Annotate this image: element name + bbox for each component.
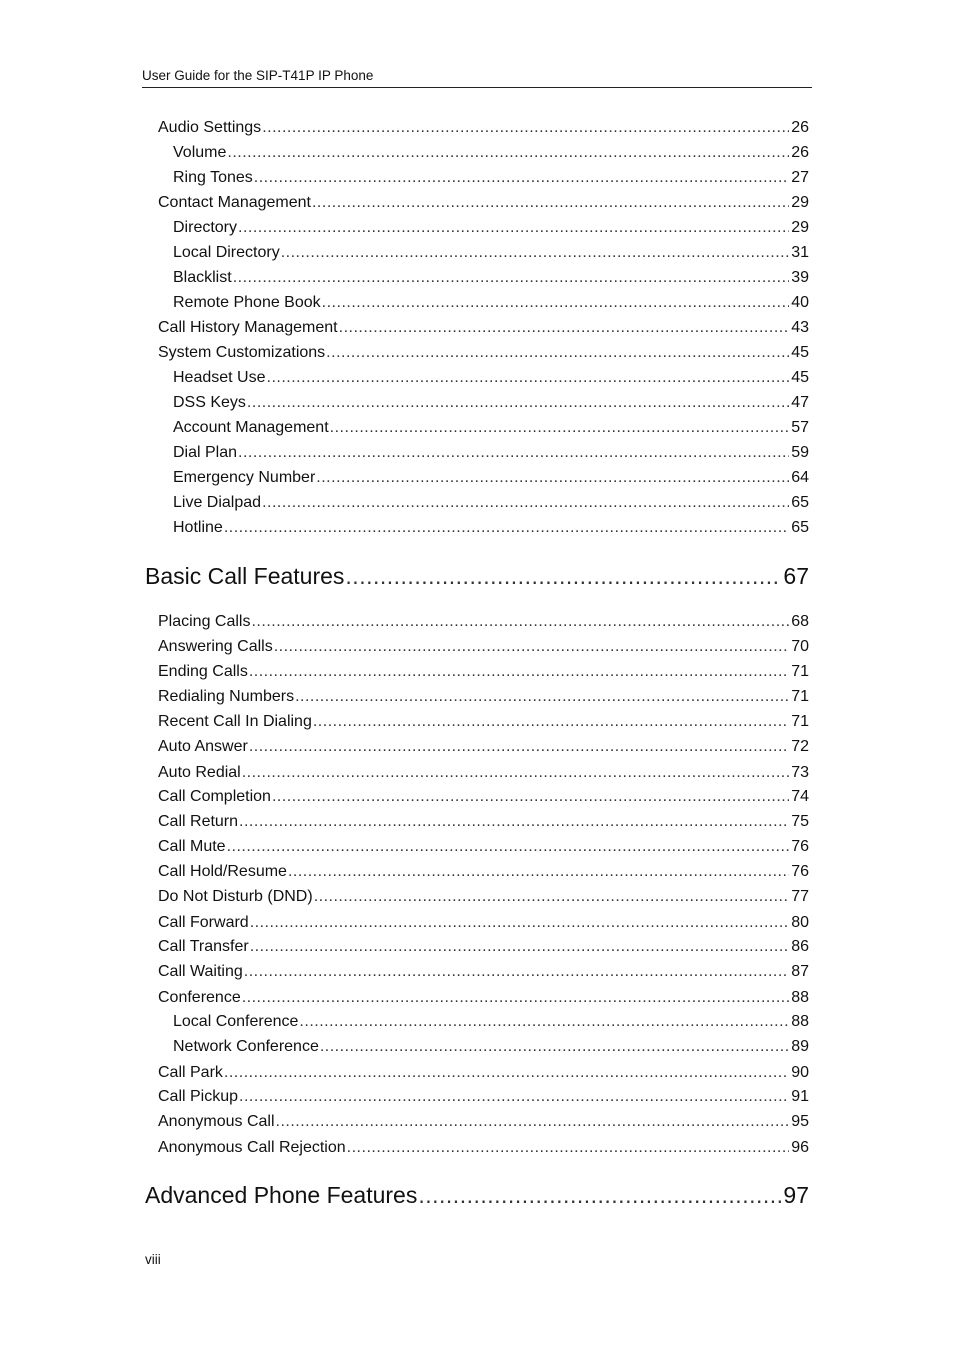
toc-entry-page: 39	[791, 269, 809, 286]
toc-entry-title: Blacklist	[173, 269, 232, 286]
toc-entry-title: Placing Calls	[158, 613, 251, 630]
toc-entry[interactable]	[173, 517, 809, 539]
toc-entry-page: 29	[791, 219, 809, 236]
toc-leader-dots	[299, 1011, 789, 1033]
toc-leader-dots	[272, 786, 789, 808]
toc-entry-title: Call History Management	[158, 319, 338, 336]
toc-entry[interactable]	[158, 762, 809, 784]
toc-leader-dots	[238, 217, 789, 239]
toc-entry-title: Headset Use	[173, 369, 266, 386]
toc-leader-dots	[238, 442, 789, 464]
toc-entry-page: 97	[783, 1182, 809, 1208]
toc-leader-dots	[330, 417, 790, 439]
toc-entry[interactable]	[158, 636, 809, 658]
toc-entry-title: Call Forward	[158, 914, 249, 931]
toc-entry[interactable]	[158, 961, 809, 983]
toc-entry[interactable]	[158, 1086, 809, 1108]
toc-entry-page: 73	[791, 764, 809, 781]
toc-entry-page: 31	[791, 244, 809, 261]
toc-leader-dots	[242, 987, 789, 1009]
toc-leader-dots	[247, 392, 789, 414]
toc-leader-dots	[339, 317, 790, 339]
toc-leader-dots	[322, 292, 790, 314]
toc-entry-page: 71	[791, 713, 809, 730]
toc-entry-title: Directory	[173, 219, 238, 236]
toc-entry[interactable]	[158, 786, 809, 808]
toc-leader-dots	[320, 1036, 789, 1058]
toc-leader-dots	[288, 861, 789, 883]
toc-entry[interactable]	[173, 367, 809, 389]
toc-entry[interactable]	[158, 886, 809, 908]
toc-entry-title: Call Waiting	[158, 963, 243, 980]
toc-entry-title: Hotline	[173, 519, 223, 536]
toc-leader-dots	[345, 561, 781, 591]
toc-entry-page: 26	[791, 144, 809, 161]
toc-entry-title: Anonymous Call	[158, 1113, 275, 1130]
toc-leader-dots	[295, 686, 789, 708]
toc-entry-page: 90	[791, 1064, 809, 1081]
toc-entry-page: 95	[791, 1113, 809, 1130]
toc-entry[interactable]	[158, 711, 809, 733]
toc-leader-dots	[281, 242, 790, 264]
toc-entry-page: 45	[791, 369, 809, 386]
toc-entry-page: 86	[791, 938, 809, 955]
toc-entry-title: Call Return	[158, 813, 239, 830]
toc-entry[interactable]	[173, 167, 809, 189]
toc-entry-title: Call Transfer	[158, 938, 249, 955]
toc-entry-title: Auto Answer	[158, 738, 248, 755]
toc-entry-page: 26	[791, 119, 809, 136]
toc-leader-dots	[227, 836, 790, 858]
toc-leader-dots	[224, 517, 789, 539]
toc-entry-title: Conference	[158, 989, 241, 1006]
toc-entry[interactable]	[158, 987, 809, 1009]
toc-entry-title: Local Conference	[173, 1013, 299, 1030]
toc-leader-dots	[347, 1137, 790, 1159]
toc-entry-page: 65	[791, 519, 809, 536]
toc-entry[interactable]	[158, 1062, 809, 1084]
toc-leader-dots	[224, 1062, 789, 1084]
toc-entry[interactable]	[158, 811, 809, 833]
toc-entry-title: Audio Settings	[158, 119, 262, 136]
toc-entry[interactable]	[158, 611, 809, 633]
toc-entry-page: 87	[791, 963, 809, 980]
toc-leader-dots	[242, 762, 789, 784]
toc-leader-dots	[250, 936, 790, 958]
toc-entry-page: 27	[791, 169, 809, 186]
toc-entry[interactable]	[173, 417, 809, 439]
toc-entry[interactable]	[173, 267, 809, 289]
toc-entry-title: Advanced Phone Features	[145, 1182, 418, 1208]
toc-entry-page: 70	[791, 638, 809, 655]
toc-entry[interactable]	[158, 836, 809, 858]
toc-entry-title: Live Dialpad	[173, 494, 262, 511]
toc-entry[interactable]	[158, 192, 809, 214]
toc-leader-dots	[326, 342, 789, 364]
toc-leader-dots	[262, 492, 789, 514]
toc-chapter-entry[interactable]	[145, 1180, 809, 1210]
toc-entry-title: Remote Phone Book	[173, 294, 321, 311]
toc-entry[interactable]	[158, 342, 809, 364]
toc-entry-page: 89	[791, 1038, 809, 1055]
toc-leader-dots	[274, 636, 789, 658]
toc-entry[interactable]	[173, 1036, 809, 1058]
toc-leader-dots	[316, 467, 789, 489]
toc-entry[interactable]	[158, 317, 809, 339]
toc-leader-dots	[244, 961, 789, 983]
toc-entry[interactable]	[158, 936, 809, 958]
toc-leader-dots	[313, 711, 789, 733]
toc-entry-title: System Customizations	[158, 344, 326, 361]
toc-entry-title: Redialing Numbers	[158, 688, 295, 705]
toc-entry-title: Emergency Number	[173, 469, 316, 486]
running-header: User Guide for the SIP-T41P IP Phone	[142, 66, 812, 88]
toc-entry-title: Call Hold/Resume	[158, 863, 287, 880]
toc-leader-dots	[239, 1086, 789, 1108]
toc-entry-page: 68	[791, 613, 809, 630]
toc-entry[interactable]	[173, 442, 809, 464]
toc-entry-page: 88	[791, 1013, 809, 1030]
toc-entry-title: Auto Redial	[158, 764, 241, 781]
toc-entry-title: Recent Call In Dialing	[158, 713, 312, 730]
toc-entry-page: 76	[791, 863, 809, 880]
toc-leader-dots	[418, 1180, 781, 1210]
toc-entry-page: 74	[791, 788, 809, 805]
toc-entry[interactable]	[173, 492, 809, 514]
toc-entry-page: 96	[791, 1139, 809, 1156]
toc-entry[interactable]	[158, 661, 809, 683]
toc-entry-title: Call Mute	[158, 838, 226, 855]
toc-entry[interactable]	[173, 142, 809, 164]
toc-entry[interactable]	[173, 392, 809, 414]
toc-entry-title: Local Directory	[173, 244, 280, 261]
toc-entry-page: 80	[791, 914, 809, 931]
toc-leader-dots	[233, 267, 790, 289]
toc-entry[interactable]	[173, 1011, 809, 1033]
toc-leader-dots	[250, 912, 790, 934]
toc-entry[interactable]	[173, 467, 809, 489]
toc-entry[interactable]	[173, 217, 809, 239]
page-number: viii	[145, 1252, 161, 1267]
toc-leader-dots	[249, 736, 789, 758]
toc-entry[interactable]	[173, 292, 809, 314]
toc-leader-dots	[254, 167, 789, 189]
toc-entry-title: Call Completion	[158, 788, 271, 805]
toc-leader-dots	[262, 117, 789, 139]
toc-entry-title: Do Not Disturb (DND)	[158, 888, 313, 905]
toc-entry-page: 71	[791, 688, 809, 705]
toc-leader-dots	[227, 142, 789, 164]
toc-entry-page: 65	[791, 494, 809, 511]
toc-leader-dots	[267, 367, 790, 389]
toc-entry-page: 77	[791, 888, 809, 905]
toc-entry-title: Anonymous Call Rejection	[158, 1139, 346, 1156]
toc-entry-title: Dial Plan	[173, 444, 238, 461]
toc-entry-title: Account Management	[173, 419, 329, 436]
toc-entry-title: Ending Calls	[158, 663, 248, 680]
toc-entry[interactable]	[158, 912, 809, 934]
toc-entry-page: 40	[791, 294, 809, 311]
toc-entry-page: 59	[791, 444, 809, 461]
toc-entry-page: 72	[791, 738, 809, 755]
toc-entry-page: 43	[791, 319, 809, 336]
toc-entry[interactable]	[158, 686, 809, 708]
toc-entry-page: 75	[791, 813, 809, 830]
toc-entry-title: Answering Calls	[158, 638, 273, 655]
toc-entry-title: Network Conference	[173, 1038, 319, 1055]
toc-entry-title: Call Park	[158, 1064, 223, 1081]
toc-entry-page: 47	[791, 394, 809, 411]
toc-entry-page: 71	[791, 663, 809, 680]
toc-leader-dots	[251, 611, 789, 633]
toc-chapter-entry[interactable]	[145, 561, 809, 591]
toc-entry-title: Call Pickup	[158, 1088, 239, 1105]
toc-entry-page: 91	[791, 1088, 809, 1105]
toc-entry-page: 45	[791, 344, 809, 361]
toc-entry[interactable]	[158, 1111, 809, 1133]
toc-entry-page: 57	[791, 419, 809, 436]
toc-entry-page: 64	[791, 469, 809, 486]
toc-leader-dots	[249, 661, 789, 683]
toc-entry[interactable]	[173, 242, 809, 264]
toc-leader-dots	[314, 886, 790, 908]
toc-entry-title: Ring Tones	[173, 169, 253, 186]
toc-entry-page: 76	[791, 838, 809, 855]
toc-entry-title: Basic Call Features	[145, 563, 345, 589]
toc-entry-title: DSS Keys	[173, 394, 246, 411]
toc-entry[interactable]	[158, 736, 809, 758]
toc-entry[interactable]	[158, 861, 809, 883]
toc-leader-dots	[239, 811, 789, 833]
toc-entry-page: 67	[783, 563, 809, 589]
toc-entry-page: 88	[791, 989, 809, 1006]
toc-entry-title: Contact Management	[158, 194, 311, 211]
toc-entry[interactable]	[158, 117, 809, 139]
toc-leader-dots	[276, 1111, 790, 1133]
toc-leader-dots	[312, 192, 789, 214]
toc-entry-page: 29	[791, 194, 809, 211]
toc-entry[interactable]	[158, 1137, 809, 1159]
toc-entry-title: Volume	[173, 144, 227, 161]
